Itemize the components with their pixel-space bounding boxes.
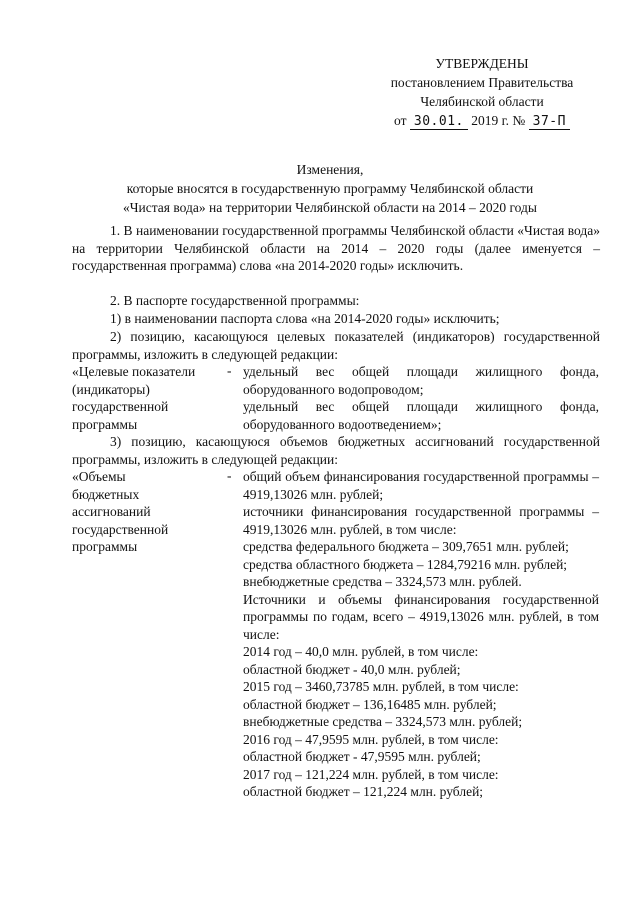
indicator-item: удельный вес общей площади жилищного фонда, оборудованного водопроводом;	[243, 364, 599, 397]
funding-dash: -	[227, 468, 232, 483]
indicators-label-line: «Целевые показатели	[72, 364, 196, 379]
funding-item: внебюджетные средства – 3324,573 млн. рублей;	[243, 714, 523, 729]
title-line-1: Изменения,	[296, 162, 364, 177]
funding-label-line: программы	[72, 539, 138, 554]
funding-item: внебюджетные средства – 3324,573 млн. рублей.	[243, 574, 522, 589]
indicators-label-line: государственной	[72, 399, 169, 414]
funding-label-line: государственной	[72, 521, 169, 537]
funding-item: 2016 год – 47,9595 млн. рублей, в том числе:	[243, 731, 499, 747]
funding-item: 2015 год – 3460,73785 млн. рублей, в том числе:	[243, 679, 519, 694]
paragraph-4: 2) позицию, касающуюся целевых показателей (индикаторов) государственной программы, изложить в следующей редакции:	[72, 329, 600, 362]
indicators-values	[243, 363, 599, 433]
decree-year: 2019 г. №	[471, 113, 526, 128]
indicators-label-line: (индикаторы)	[72, 381, 150, 397]
date-prefix: от	[394, 113, 407, 128]
decree-date: 30.01.	[410, 115, 468, 130]
approval-line-1: постановлением Правительства	[390, 75, 574, 90]
funding-label	[72, 468, 227, 556]
funding-item: источники финансирования государственной программы – 4919,13026 млн. рублей, в том числе:	[243, 504, 599, 537]
funding-item: средства федерального бюджета – 309,7651 млн. рублей;	[243, 539, 569, 554]
decree-number: 37-П	[529, 115, 570, 130]
funding-label-line: «Объемы	[72, 469, 126, 484]
funding-item: областной бюджет – 136,16485 млн. рублей;	[243, 696, 497, 712]
indicators-label-line: программы	[72, 416, 138, 432]
funding-label-line: бюджетных	[72, 486, 140, 502]
approval-heading: УТВЕРЖДЕНЫ	[435, 56, 529, 71]
paragraph-2: 2. В паспорте государственной программы:	[110, 293, 360, 308]
title-line-3: «Чистая вода» на территории Челябинской области на 2014 – 2020 годы	[123, 200, 537, 215]
indicator-item: удельный вес общей площади жилищного фонда, оборудованного водоотведением»;	[243, 399, 599, 432]
funding-item: общий объем финансирования государственной программы – 4919,13026 млн. рублей;	[243, 469, 599, 502]
decree-line	[372, 111, 592, 130]
funding-values	[243, 468, 599, 801]
funding-item: 2014 год – 40,0 млн. рублей, в том числе:	[243, 644, 479, 659]
funding-item: 2017 год – 121,224 млн. рублей, в том числе:	[243, 766, 499, 782]
funding-item: областной бюджет - 47,9595 млн. рублей;	[243, 749, 481, 764]
indicators-label	[72, 363, 227, 433]
approval-line-2: Челябинской области	[420, 94, 544, 109]
funding-item: средства областного бюджета – 1284,79216 млн. рублей;	[243, 556, 568, 572]
indicators-dash: -	[227, 363, 232, 378]
approval-block	[372, 54, 592, 130]
funding-item: областной бюджет - 40,0 млн. рублей;	[243, 661, 461, 677]
funding-item: Источники и объемы финансирования государственной программы по годам, всего – 4919,13026 млн. рублей, в том числе:	[243, 591, 599, 642]
paragraph-5: 3) позицию, касающуюся объемов бюджетных ассигнований государственной программы, изложить в следующей редакции:	[72, 434, 600, 467]
funding-label-line: ассигнований	[72, 504, 151, 519]
paragraph-3: 1) в наименовании паспорта слова «на 2014-2020 годы» исключить;	[110, 311, 500, 326]
funding-item: областной бюджет – 121,224 млн. рублей;	[243, 784, 484, 799]
title-line-2: которые вносятся в государственную программу Челябинской области	[126, 181, 534, 196]
document-title	[60, 160, 600, 217]
paragraph-1: 1. В наименовании государственной программы Челябинской области «Чистая вода» на территории Челябинской области на 2014 – 2020 годы (далее именуется – государственная программа) слова «на 2014-2020 годы» исключить.	[72, 223, 600, 273]
